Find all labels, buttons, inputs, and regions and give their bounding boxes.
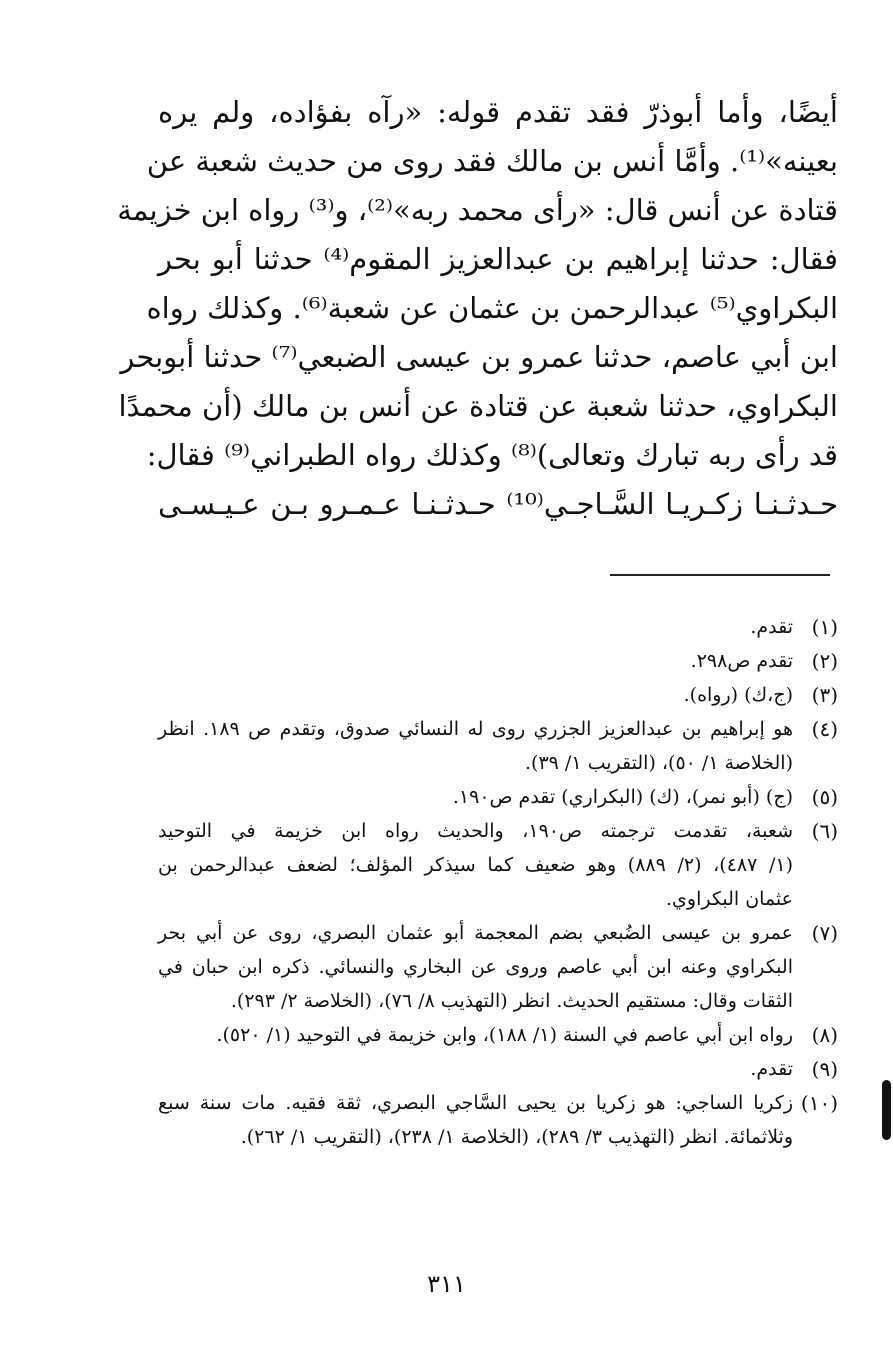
footnote-number: (٨) — [811, 1023, 838, 1047]
main-text-line: أيضًا، وأما أبوذرّ فقد تقدم قوله: «رآه بفؤاده، ولم يره — [158, 95, 838, 129]
main-text-line: ابن أبي عاصم، حدثنا عمرو بن عيسى الضبعي⁽⁷⁾ حدثنا أبوبحر — [120, 340, 838, 374]
footnote-line: شعبة، تقدمت ترجمته ص١٩٠، والحديث رواه ابن خزيمة في التوحيد — [158, 820, 793, 842]
footnote-body — [158, 780, 793, 814]
footnote — [158, 780, 838, 814]
footnote-line: (ج،ك) (رواه). — [683, 684, 793, 706]
main-text-line: قتادة عن أنس قال: «رأى محمد ربه»⁽²⁾، و⁽³⁾ رواه ابن خزيمة — [117, 193, 838, 227]
footnote — [158, 814, 838, 916]
footnote — [158, 916, 838, 1018]
footnote-line: تقدم ص٢٩٨. — [690, 650, 793, 672]
footnote-line: الثقات وقال: مستقيم الحديث. انظر (التهذيب ٨/ ٧٦)، (الخلاصة ٢/ ٢٩٣). — [230, 990, 793, 1012]
footnote-body — [158, 610, 793, 644]
footnote — [158, 1086, 838, 1154]
footnote — [158, 1052, 838, 1086]
footnote-number: (١٠) — [800, 1091, 838, 1115]
main-text-line: بعينه»⁽¹⁾. وأمَّا أنس بن مالك فقد روى من حديث شعبة عن — [146, 144, 838, 178]
footnote-line: وثلاثمائة. انظر (التهذيب ٣/ ٢٨٩)، (الخلاصة ١/ ٢٣٨)، (التقريب ١/ ٢٦٢). — [240, 1126, 793, 1148]
footnote-line: هو إبراهيم بن عبدالعزيز الجزري روى له النسائي صدوق، وتقدم ص ١٨٩. انظر — [158, 718, 793, 740]
footnote — [158, 1018, 838, 1052]
main-text-line: فقال: حدثنا إبراهيم بن عبدالعزيز المقوم⁽⁴⁾ حدثنا أبو بحر — [158, 242, 838, 276]
main-text-line: قد رأى ربه تبارك وتعالى)⁽⁸⁾ وكذلك رواه الطبراني⁽⁹⁾ فقال: — [146, 438, 838, 472]
footnote — [158, 644, 838, 678]
footnote-number: (٦) — [811, 819, 838, 843]
footnote-line: عمرو بن عيسى الضُبعي بضم المعجمة أبو عثمان البصري، روى عن أبي بحر — [158, 922, 793, 944]
main-text-line: البكراوي⁽⁵⁾ عبدالرحمن بن عثمان عن شعبة⁽⁶⁾. وكذلك رواه — [146, 291, 838, 325]
footnote — [158, 712, 838, 780]
footnote-line: (الخلاصة ١/ ٥٠)، (التقريب ١/ ٣٩). — [525, 752, 793, 774]
footnote-body — [158, 814, 793, 916]
footnote-number: (٢) — [811, 649, 838, 673]
footnote-body — [158, 644, 793, 678]
footnotes-block — [158, 610, 838, 1154]
footnote-line: عثمان البكراوي. — [666, 888, 793, 910]
footnote-number: (٩) — [811, 1057, 838, 1081]
footnote-number: (٥) — [811, 785, 838, 809]
page-number: ٣١١ — [427, 1270, 466, 1298]
footnote-body — [158, 712, 793, 780]
footnote-line: تقدم. — [750, 1058, 793, 1080]
footnote-line: (ج) (أبو نمر)، (ك) (البكراري) تقدم ص١٩٠. — [452, 786, 793, 808]
main-text-block — [117, 88, 838, 529]
footnote-line: البكراوي وعنه ابن أبي عاصم وروى عن البخاري والنسائي. ذكره ابن حبان في — [158, 956, 793, 978]
footnote-separator — [610, 574, 830, 576]
footnote-body — [158, 1018, 793, 1052]
footnote-line: (١/ ٤٨٧)، (٢/ ٨٨٩) وهو ضعيف كما سيذكر المؤلف؛ لضعف عبدالرحمن بن — [158, 854, 793, 876]
footnote-body — [158, 916, 793, 1018]
footnote-line: تقدم. — [750, 616, 793, 638]
footnote-body — [158, 1052, 793, 1086]
scan-edge-mark — [882, 1080, 891, 1140]
main-text-line: حـدثـنـا زكـريـا السَّـاجـي⁽¹⁰⁾ حـدثـنـا عـمـرو بـن عـيـسـى — [158, 487, 838, 521]
footnote-number: (٣) — [811, 683, 838, 707]
footnote-line: رواه ابن أبي عاصم في السنة (١/ ١٨٨)، وابن خزيمة في التوحيد (١/ ٥٢٠). — [216, 1024, 793, 1046]
footnote — [158, 610, 838, 644]
footnote-body — [158, 678, 793, 712]
footnote-number: (٧) — [811, 921, 838, 945]
footnote-line: زكريا الساجي: هو زكريا بن يحيى السَّاجي البصري، ثقة فقيه. مات سنة سبع — [158, 1092, 793, 1114]
footnote — [158, 678, 838, 712]
footnote-number: (٤) — [811, 717, 838, 741]
main-text-line: البكراوي، حدثنا شعبة عن قتادة عن أنس بن مالك (أن محمدًا — [118, 389, 838, 423]
footnote-number: (١) — [811, 615, 838, 639]
footnote-body — [158, 1086, 793, 1154]
